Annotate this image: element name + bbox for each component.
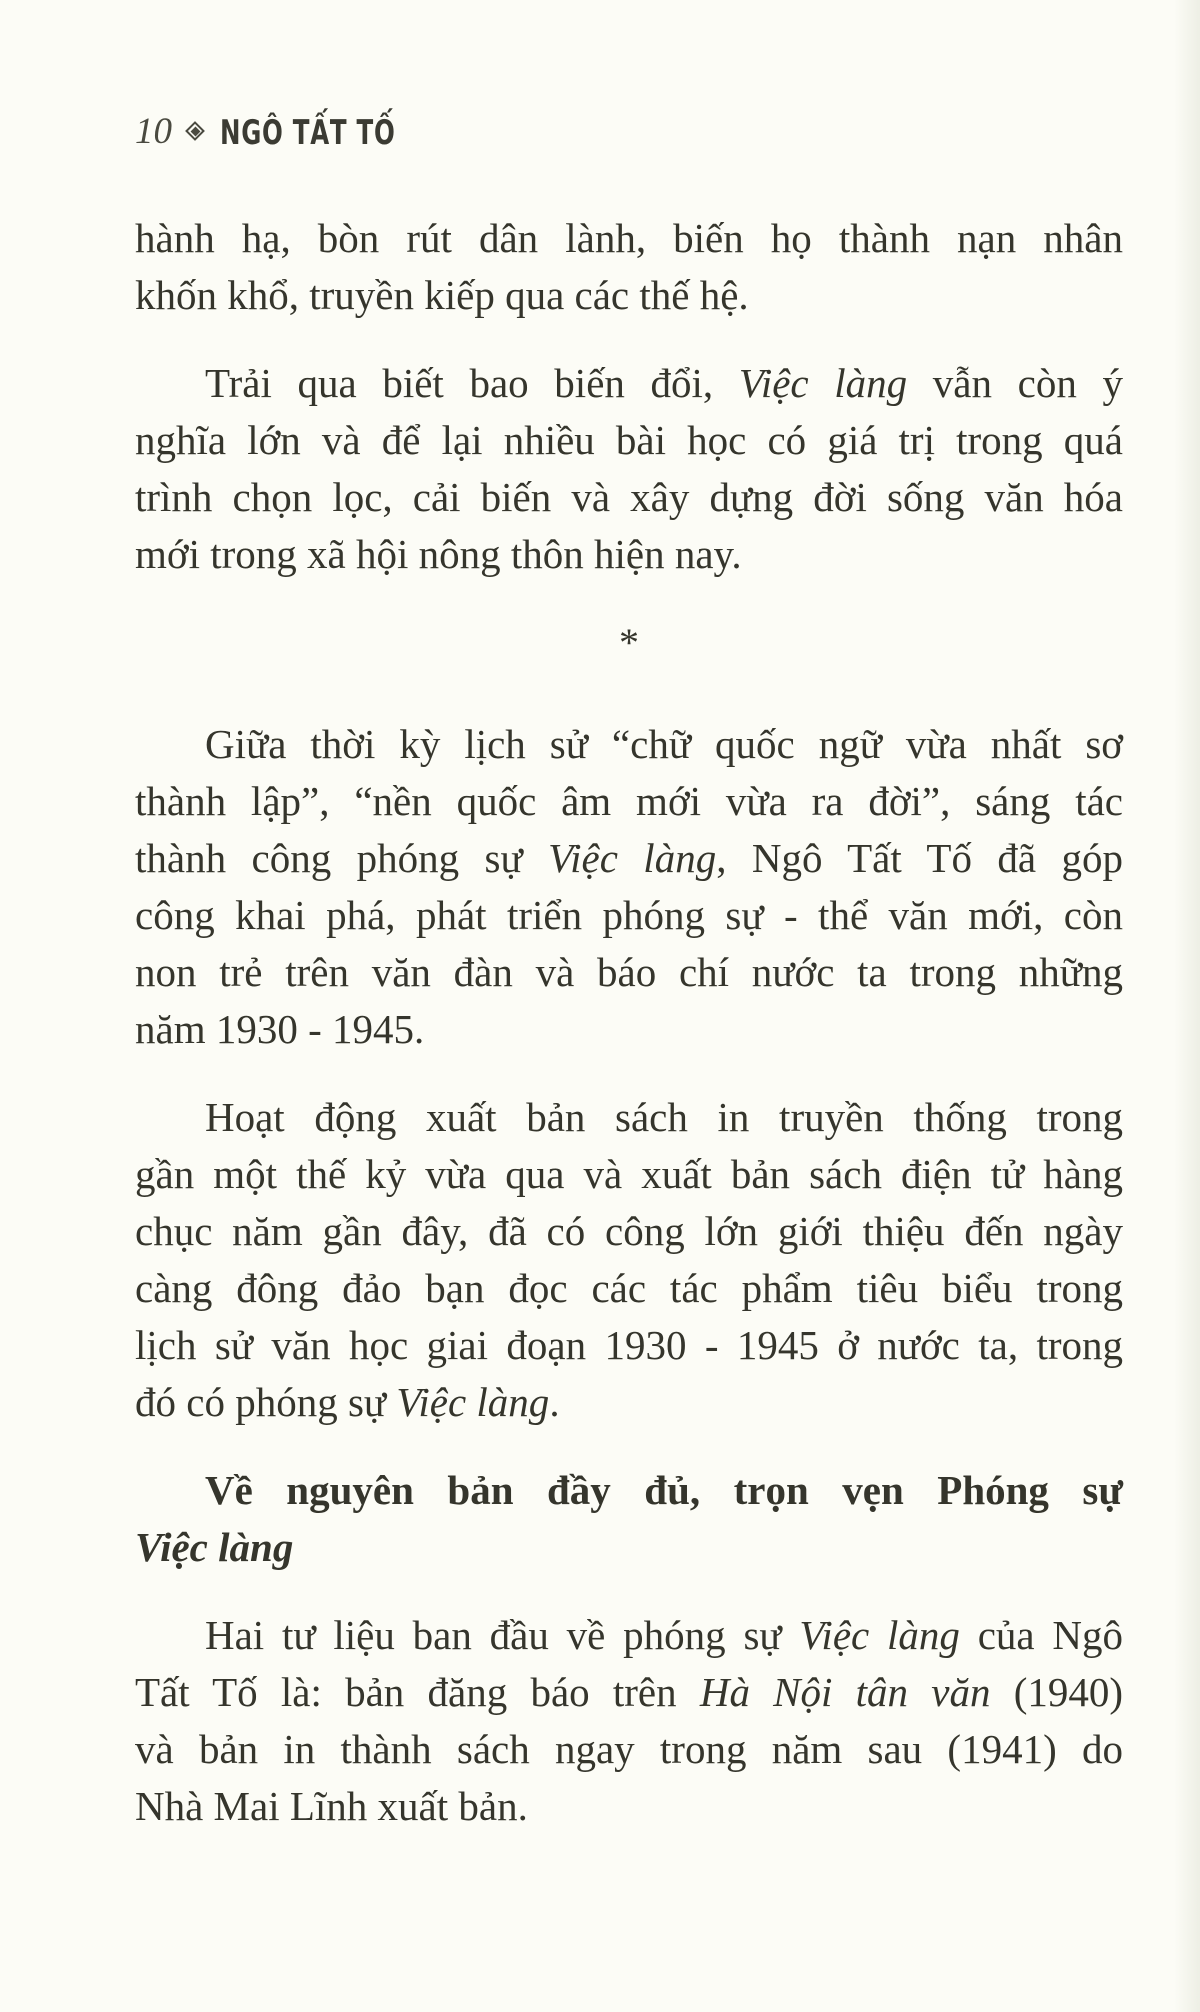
text-line: gần một thế kỷ vừa qua và xuất bản sách điện tử hàng	[135, 1151, 1123, 1197]
paragraph-p4	[135, 1089, 1123, 1431]
paragraph-p5	[135, 1607, 1123, 1835]
paragraph-p1	[135, 210, 1123, 324]
text-line: lịch sử văn học giai đoạn 1930 - 1945 ở nước ta, trong	[135, 1322, 1123, 1368]
text-line: Giữa thời kỳ lịch sử “chữ quốc ngữ vừa nhất sơ	[205, 721, 1123, 767]
italic-title: Việc làng	[135, 1524, 294, 1570]
body-text	[135, 210, 1123, 1866]
text-line: năm 1930 - 1945.	[135, 1006, 425, 1052]
text-line: càng đông đảo bạn đọc các tác phẩm tiêu biểu trong	[135, 1265, 1123, 1311]
text-line: Nhà Mai Lĩnh xuất bản.	[135, 1783, 528, 1829]
paragraphs-before-break	[135, 210, 1123, 583]
italic-title: Việc làng	[738, 360, 908, 406]
text-line: công khai phá, phát triển phóng sự - thể văn mới, còn	[135, 892, 1123, 938]
paragraph-p2	[135, 355, 1123, 583]
italic-title: Việc làng	[396, 1379, 550, 1425]
italic-title: Việc làng	[548, 835, 717, 881]
paragraphs-after-heading	[135, 1607, 1123, 1835]
page-number: 10	[135, 111, 172, 152]
text-line: trình chọn lọc, cải biến và xây dựng đời sống văn hóa	[135, 474, 1123, 520]
text-line: Hai tư liệu ban đầu về phóng sự Việc làng của Ngô	[205, 1612, 1123, 1658]
italic-title: Hà Nội tân văn	[699, 1669, 991, 1715]
text-line: chục năm gần đây, đã có công lớn giới thiệu đến ngày	[135, 1208, 1123, 1254]
section-heading	[135, 1462, 1123, 1576]
italic-title: Việc làng	[799, 1612, 960, 1658]
text-line: thành công phóng sự Việc làng, Ngô Tất Tố đã góp	[135, 835, 1123, 881]
heading-line	[135, 1519, 1123, 1576]
paragraphs-after-break	[135, 716, 1123, 1431]
text-line: Tất Tố là: bản đăng báo trên Hà Nội tân văn (1940)	[135, 1669, 1124, 1715]
text-line: Trải qua biết bao biến đổi, Việc làng vẫn còn ý	[205, 360, 1123, 406]
section-break: *	[619, 620, 639, 665]
text-line: và bản in thành sách ngay trong năm sau (1941) do	[135, 1726, 1123, 1772]
page-edge-shadow	[1174, 0, 1200, 2012]
text-line: nghĩa lớn và để lại nhiều bài học có giá trị trong quá	[135, 417, 1123, 463]
paragraph-p3	[135, 716, 1123, 1058]
text-line: Hoạt động xuất bản sách in truyền thống trong	[205, 1094, 1123, 1140]
text-line: thành lập”, “nền quốc âm mới vừa ra đời”, sáng tác	[135, 778, 1123, 824]
text-line: mới trong xã hội nông thôn hiện nay.	[135, 531, 742, 577]
text-line: khốn khổ, truyền kiếp qua các thế hệ.	[135, 272, 749, 318]
diamond-icon	[184, 120, 208, 144]
running-header	[135, 100, 464, 153]
text-line: hành hạ, bòn rút dân lành, biến họ thành nạn nhân	[135, 215, 1123, 261]
text-line: non trẻ trên văn đàn và báo chí nước ta trong những	[135, 949, 1123, 995]
heading-line: Về nguyên bản đầy đủ, trọn vẹn Phóng sự	[205, 1467, 1123, 1513]
text-line: đó có phóng sự Việc làng.	[135, 1379, 560, 1425]
running-title: NGÔ TẤT TỐ	[220, 113, 396, 153]
